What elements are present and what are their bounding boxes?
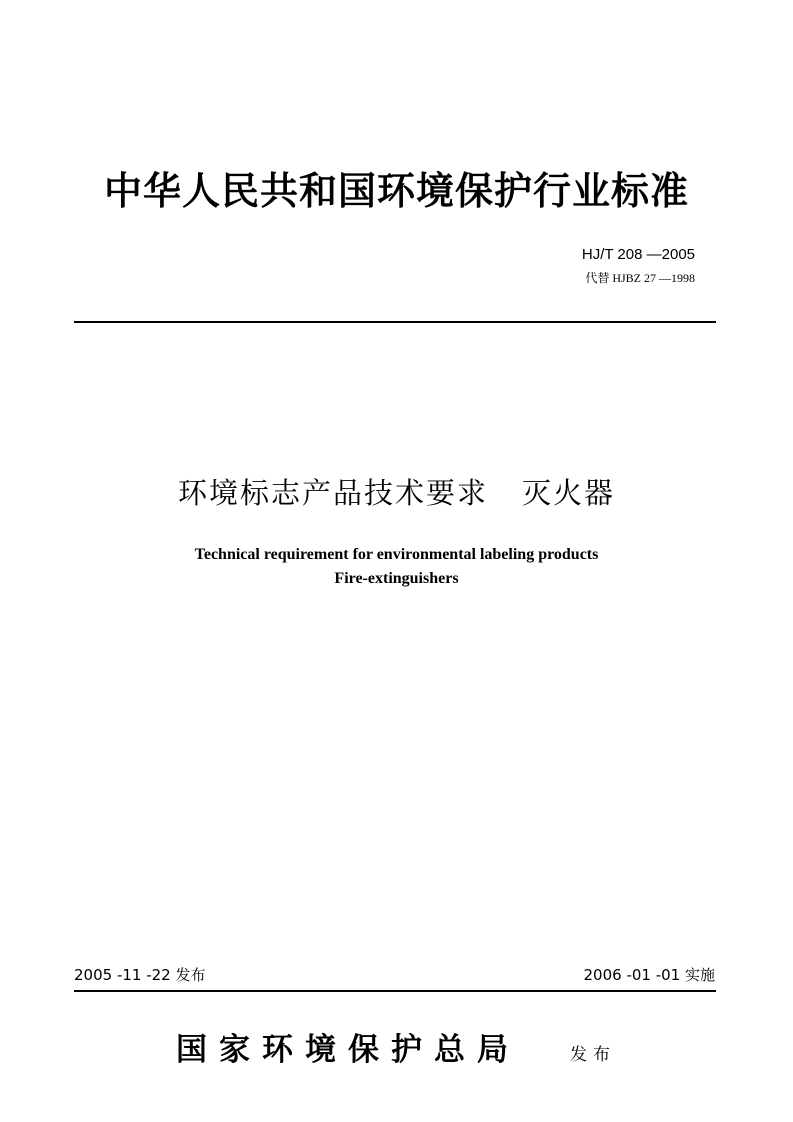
english-title (0, 543, 793, 591)
english-title-line-2: Fire-extinguishers (334, 570, 459, 587)
standard-code: HJ/T 208 —2005 (581, 246, 695, 263)
publish-label: 发布 (570, 1045, 616, 1065)
bottom-divider (74, 990, 716, 992)
replaces-standard: 代替 HJBZ 27 —1998 (585, 271, 695, 285)
chinese-title-main: 环境标志产品技术要求 (177, 476, 488, 510)
chinese-title-sub: 灭火器 (522, 476, 616, 510)
chinese-title (0, 474, 793, 512)
implementation-date: 2006 -01 -01 实施 (583, 966, 715, 984)
issue-date: 2005 -11 -22 发布 (74, 966, 206, 984)
standard-category-title: 中华人民共和国环境保护行业标准 (103, 168, 689, 213)
english-title-line-1: Technical requirement for environmental labeling products (194, 546, 599, 563)
publisher-name: 国家环境保护总局 (176, 1032, 520, 1068)
top-divider (74, 321, 716, 323)
